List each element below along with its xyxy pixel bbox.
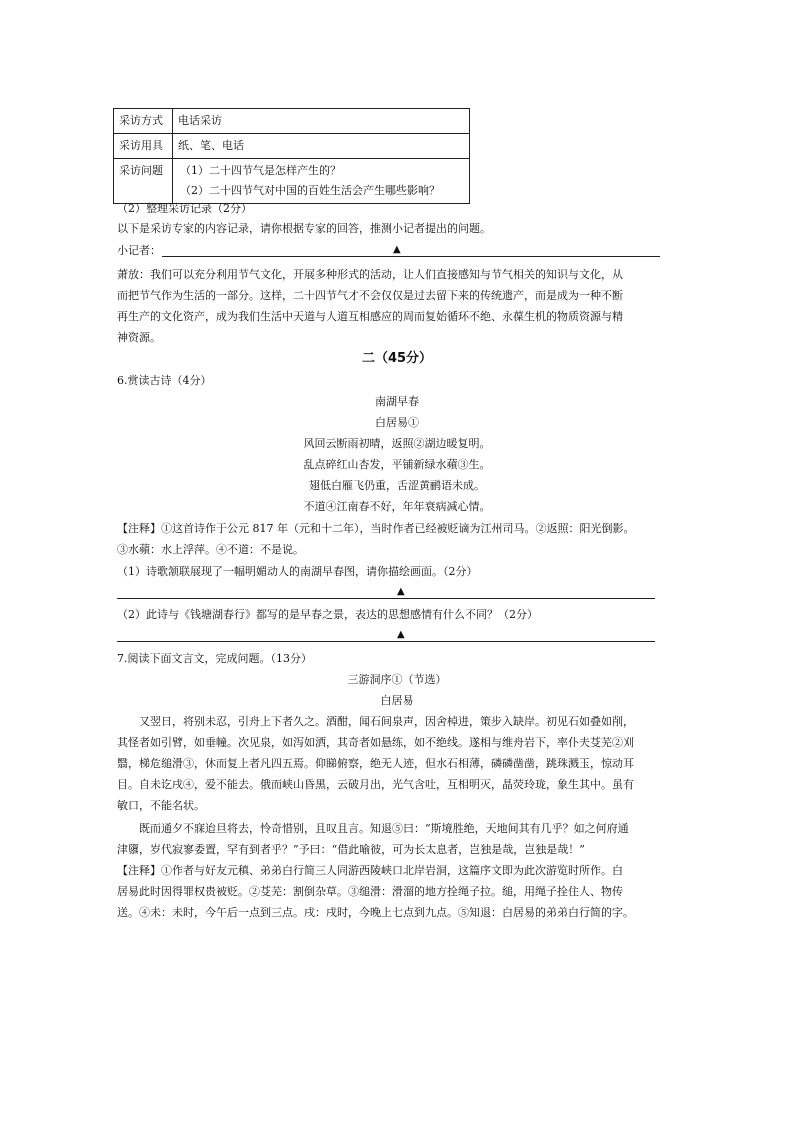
prose-line: 翳，梯危缒滑③，休而复上者凡四五焉。仰睇俯察，绝无人迹，但水石相薄，磷磷凿凿，跳珠溅玉，惊动耳 [117, 757, 634, 770]
expert-line: 神资源。 [117, 331, 161, 344]
poem-line: 乱点碎红山杏发，平铺新绿水蘋③生。 [303, 458, 491, 471]
table-row [114, 109, 470, 134]
interview-table [113, 108, 470, 204]
poem-author: 白居易① [375, 416, 419, 429]
reporter-label: 小记者： [117, 244, 161, 257]
q6-sub1: （1）诗歌颔联展现了一幅明媚动人的南湖早春图，请你描绘画面。（2分） [117, 565, 478, 578]
question-item: （2）二十四节气对中国的百姓生活会产生哪些影响？ [180, 184, 440, 197]
q6-heading: 6.赏读古诗（4分） [117, 374, 212, 387]
answer-line[interactable] [117, 598, 655, 599]
q6-note: 【注释】①这首诗作于公元 817 年（元和十二年），当时作者已经被贬谪为江州司马。②返照：阳光倒影。 [117, 522, 635, 535]
poem-line: 不道④江南春不好，年年衰病减心情。 [303, 500, 491, 513]
table-key: 采访问题 [114, 159, 173, 204]
table-value [173, 159, 470, 204]
part2-intro: 以下是采访专家的内容记录，请你根据专家的回答，推测小记者提出的问题。 [117, 222, 491, 235]
prose-title: 三游洞序①（节选） [347, 673, 447, 686]
q7-note: 【注释】①作者与好友元稹、弟弟白行简三人同游西陵峡口北岸岩洞，这篇序文即为此次游览时所作。白 [117, 864, 623, 877]
answer-line[interactable] [162, 256, 660, 257]
prose-line: 其怪者如引臂，如垂幢。次见泉，如泻如洒，其奇者如悬练，如不绝线。遂相与维舟岩下，率仆夫芟芜②刈 [117, 736, 634, 749]
prose-line: 津隳，岁代寂寥委置，罕有到者乎？”予曰：“借此喻彼，可为长太息者，岂独是哉，岂独是哉！” [117, 843, 585, 856]
expert-line: 再生产的文化资产，成为我们生活中天道与人道互相感应的周而复始循环不绝、永葆生机的物质资源与精 [117, 310, 623, 323]
answer-marker: ▲ [393, 244, 401, 255]
answer-marker: ▲ [397, 586, 405, 597]
expert-line: 而把节气作为生活的一部分。这样，二十四节气才不会仅仅是过去留下来的传统遗产，而是成为一种不断 [117, 289, 623, 302]
table-value: 纸、笔、电话 [173, 134, 470, 159]
answer-marker: ▲ [397, 629, 405, 640]
poem-title: 南湖早春 [375, 395, 419, 408]
prose-line: 又翌日，将别未忍，引舟上下者久之。酒酣，闻石间泉声，因舍棹进，策步入缺岸。初见石如叠如削， [139, 715, 634, 728]
prose-line: 目。自未讫戌④，爱不能去。俄而峡山昏黑，云破月出，光气含吐，互相明灭，晶荧玲珑，象生其中。虽有 [117, 778, 634, 791]
table-row [114, 159, 470, 204]
expert-line: 萧放：我们可以充分利用节气文化，开展多种形式的活动，让人们直接感知与节气相关的知识与文化，从 [117, 268, 623, 281]
poem-line: 风回云断雨初晴，返照②湖边暖复明。 [303, 437, 491, 450]
table-key: 采访方式 [114, 109, 173, 134]
table-key: 采访用具 [114, 134, 173, 159]
answer-line[interactable] [117, 641, 655, 642]
part2-heading: （2）整理采访记录（2分） [117, 202, 252, 215]
prose-line: 既而通夕不寐迨旦将去，怜奇惜别，且叹且言。知退⑤曰：“斯境胜绝，天地间其有几乎？如之何府通 [139, 822, 629, 835]
table-value: 电话采访 [173, 109, 470, 134]
table-row [114, 134, 470, 159]
prose-line: 敏口，不能名状。 [117, 799, 205, 812]
prose-author: 白居易 [380, 694, 414, 707]
q6-sub2: （2）此诗与《钱塘湖春行》都写的是早春之景，表达的思想感情有什么不同？（2分） [117, 608, 538, 621]
poem-line: 翅低白雁飞仍重，舌涩黄鹂语未成。 [309, 479, 485, 492]
q7-heading: 7.阅读下面文言文，完成问题。（13分） [117, 652, 312, 665]
q6-note: ③水蘋：水上浮萍。④不道：不是说。 [117, 543, 304, 556]
section-heading: 二（45分） [361, 351, 433, 366]
question-item: （1）二十四节气是怎样产生的？ [180, 164, 341, 177]
q7-note: 居易此时因得罪权贵被贬。②芟芜：割倒杂草。③缒滑：滑溜的地方拴绳子拉。缒，用绳子拴住人、物传 [117, 885, 623, 898]
q7-note: 送。④未：未时，今午后一点到三点。戌：戌时，今晚上七点到九点。⑤知退：白居易的弟弟白行简的字。 [117, 906, 634, 919]
